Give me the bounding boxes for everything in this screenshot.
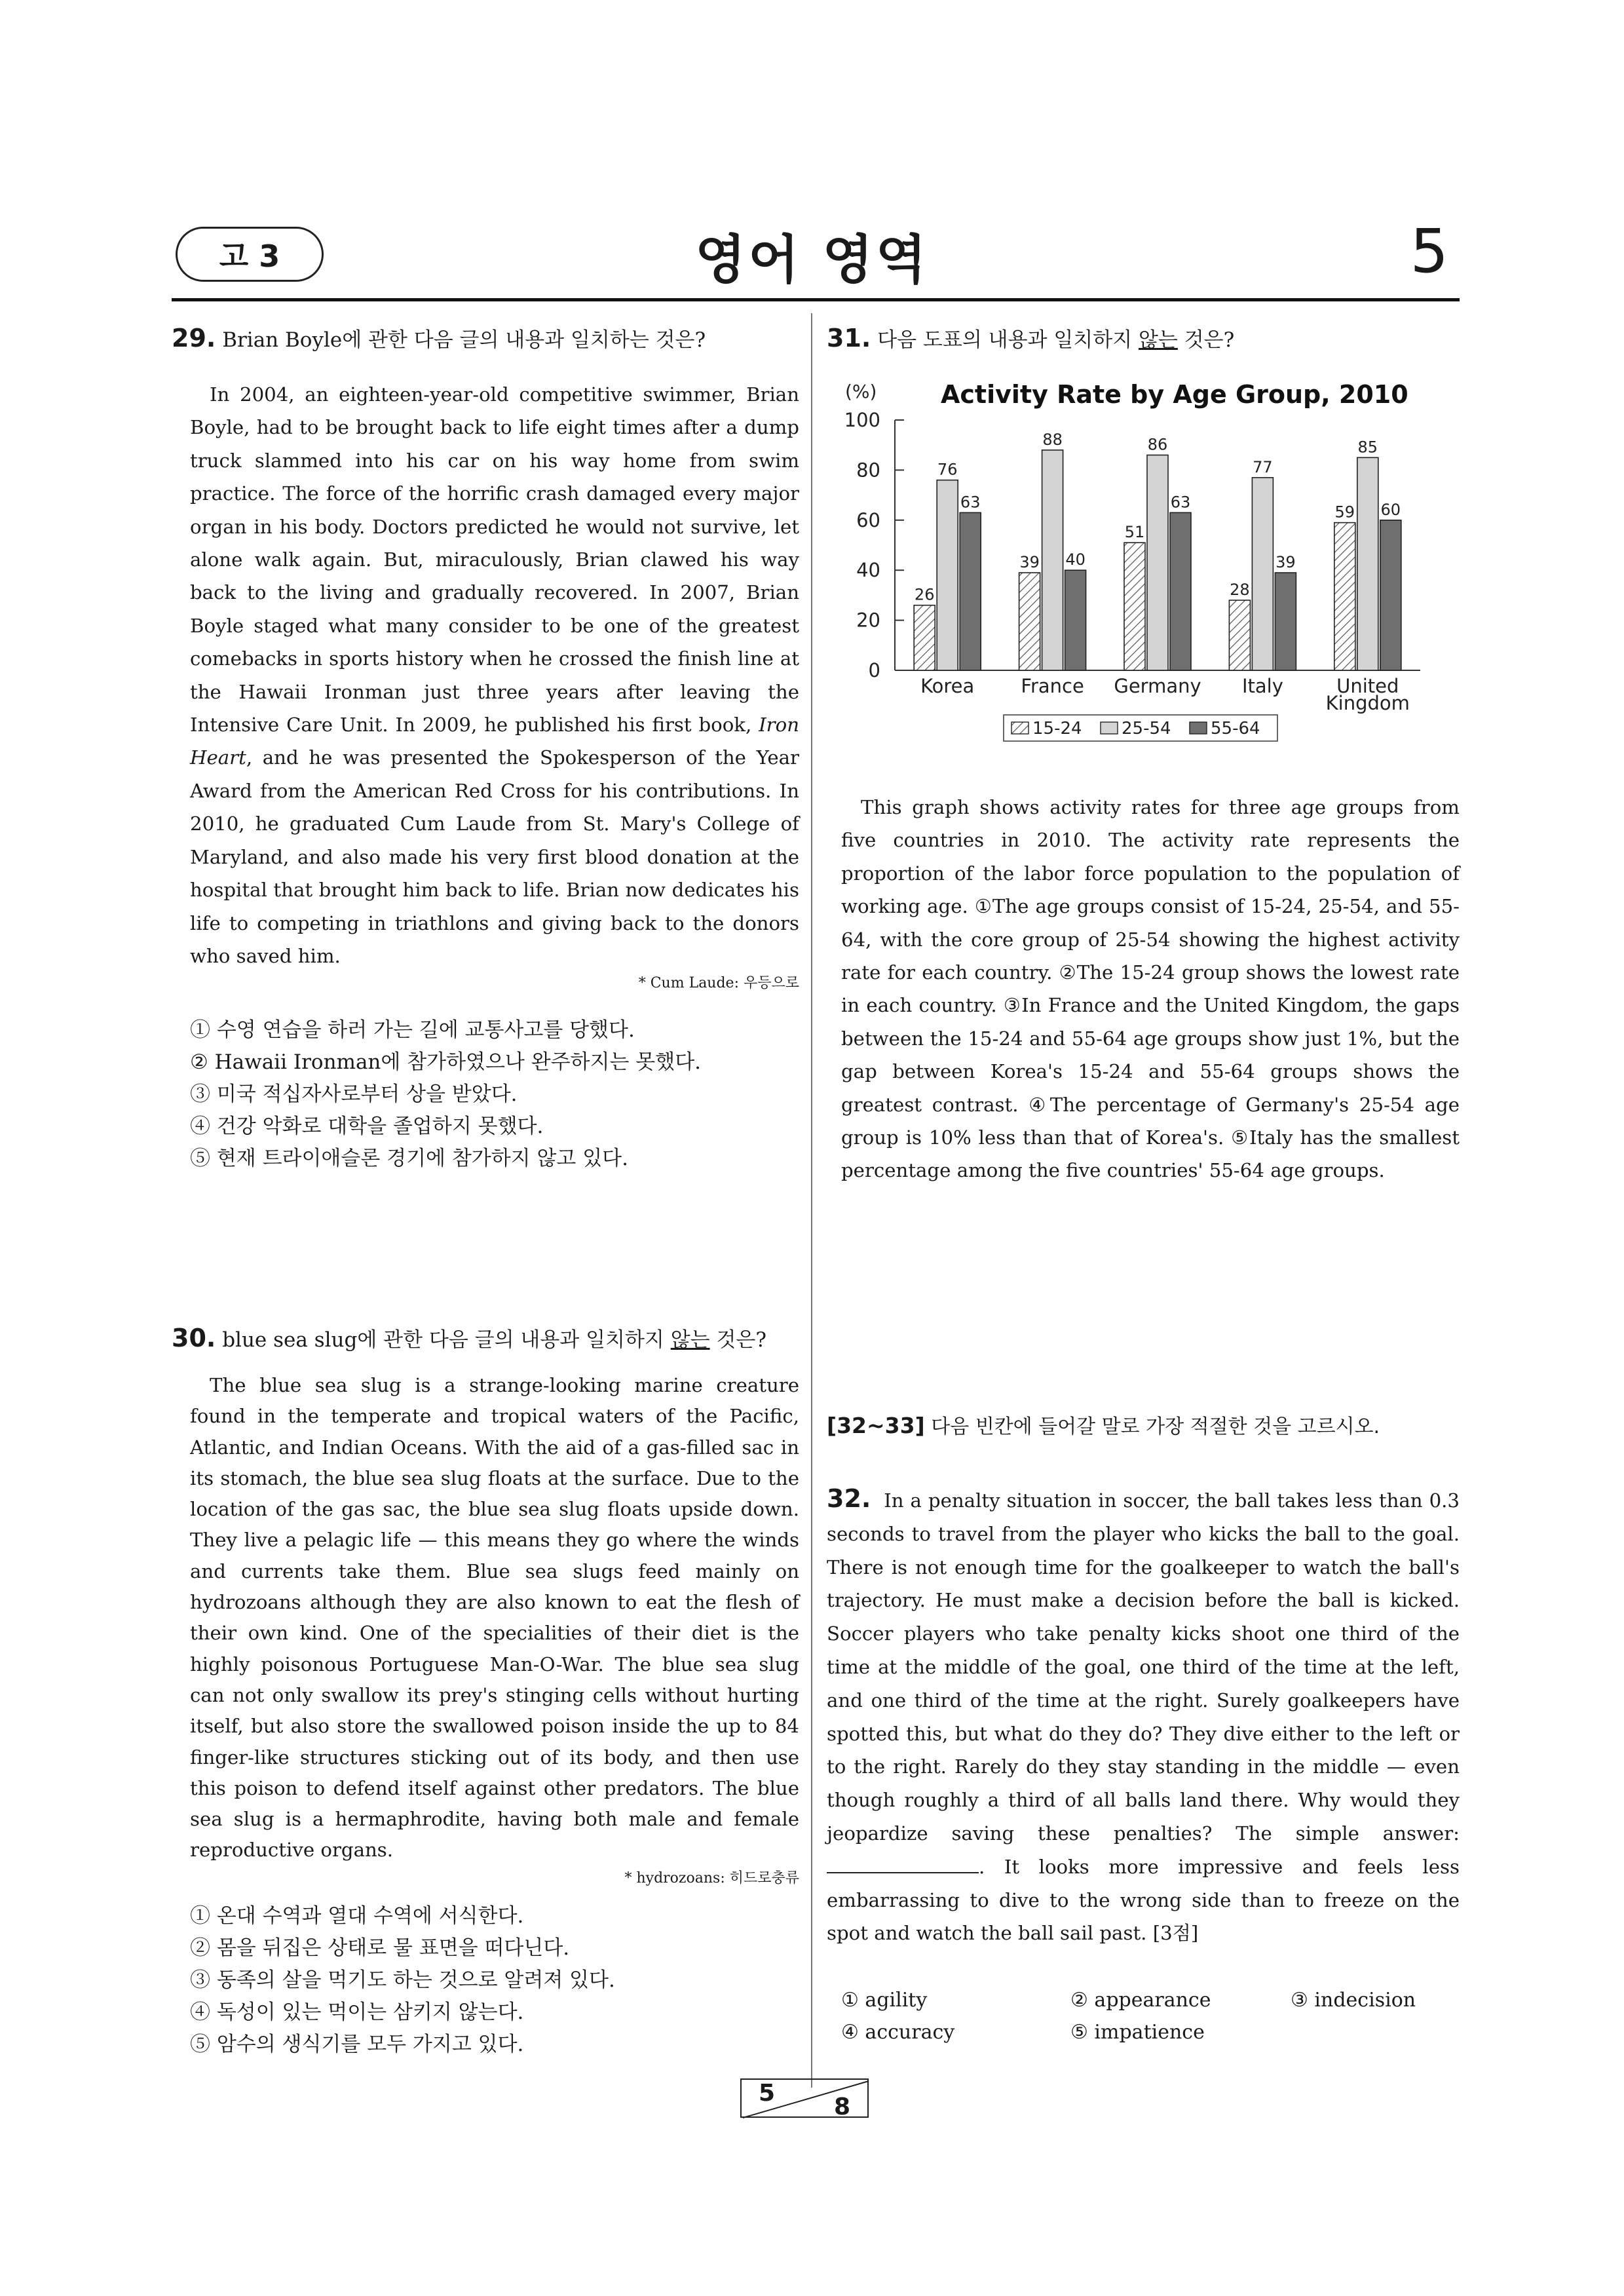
bar-15-24 (1229, 600, 1250, 670)
legend-label: 15-24 (1032, 719, 1082, 738)
choice-3[interactable]: ③ indecision (1291, 1989, 1416, 2012)
passage-text: The blue sea slug is a strange-looking marine creature found in the temperate and tropical waters of the Pacific, Atlantic, and Indian Oceans. With the aid of a gas-filled sac in its stomach, the blue sea slug floats at the surface. Due to the location of the gas sac, the blue sea slug floats upside down. They live a pelagic life — this means they go where the winds and currents take them. Blue sea slugs feed mainly on hydrozoans although they are also known to eat the flesh of their own kind. One of the specialities of their diet is the highly poisonous Portuguese Man-O-War. The blue sea slug can not only swallow its prey's stinging cells without hurting itself, but also store the swallowed poison inside the up to 84 finger-like structures sticking out of its body, and then use this poison to defend itself against other predators. The blue sea slug is a hermaphrodite, having both male and female reproductive organs. (190, 1374, 799, 1862)
bar-15-24 (1019, 573, 1040, 670)
choice-5[interactable]: ⑤ 현재 트라이애슬론 경기에 참가하지 않고 있다. (190, 1147, 628, 1171)
question-prompt: 다음 도표의 내용과 일치하지 (877, 328, 1139, 352)
bar-value-label: 39 (1019, 553, 1040, 572)
question-32 (827, 1482, 1460, 2048)
y-tick-label: 20 (856, 609, 880, 632)
bar-25-54 (1042, 450, 1063, 670)
question-30 (172, 1325, 799, 2061)
y-axis-unit: (%) (845, 381, 877, 402)
bar-15-24 (914, 605, 935, 670)
choice-4[interactable]: ④ 건강 악화로 대학을 졸업하지 못했다. (190, 1115, 544, 1139)
bar-value-label: 51 (1124, 523, 1145, 542)
header-rule (172, 298, 1460, 301)
y-tick-label: 100 (844, 409, 880, 431)
choice-2[interactable]: ② appearance (1070, 1989, 1211, 2012)
x-tick-label: Korea (920, 675, 975, 697)
question-29-passage (190, 378, 799, 972)
bar-value-label: 86 (1147, 435, 1168, 454)
total-pages: 8 (833, 2094, 850, 2120)
question-32-choices (841, 1984, 1460, 2048)
legend-swatch (1011, 722, 1029, 734)
bar-value-label: 39 (1275, 553, 1296, 572)
y-tick-label: 60 (856, 508, 880, 531)
bar-value-label: 63 (960, 493, 981, 512)
legend-label: 25-54 (1122, 719, 1171, 738)
bar-value-label: 85 (1357, 438, 1378, 457)
subject-title: 영어 영역 (695, 229, 929, 290)
choice-5[interactable]: ⑤ 암수의 생식기를 모두 가지고 있다. (190, 2032, 524, 2056)
page-number: 5 (1410, 216, 1448, 286)
question-prompt: blue sea slug에 관한 다음 글의 내용과 일치하지 (222, 1328, 671, 1352)
passage-text: , and he was presented the Spokesperson of the Year Award from the American Red Cross for his contributions. In 2010, he graduated Cum Laude from St. Mary's College of Maryland, and also made his very first blood donation at the hospital that brought him back to life. Brian now dedicates his life to competing in triathlons and giving back to the donors who saved him. (190, 746, 799, 967)
grade-label: 고 3 (219, 239, 280, 274)
bar-value-label: 28 (1230, 581, 1250, 600)
footnote: * hydrozoans: 히드로충류 (624, 1869, 799, 1886)
x-tick-label: United (1336, 675, 1399, 697)
bar-value-label: 26 (914, 585, 935, 604)
y-tick-label: 40 (856, 559, 880, 582)
bar-value-label: 76 (937, 460, 958, 479)
passage-text-end: . It looks more impressive and feels less embarrassing to dive to the wrong side than to freeze on the spot and watch the ball sail past. [3점] (827, 1855, 1460, 1945)
chart-legend (1004, 715, 1277, 741)
current-page: 5 (759, 2080, 776, 2107)
activity-rate-chart (827, 368, 1456, 761)
question-29-choices (190, 1014, 799, 1175)
bar-value-label: 59 (1334, 503, 1355, 522)
legend-swatch (1101, 722, 1118, 734)
choice-5[interactable]: ⑤ impatience (1070, 2021, 1205, 2044)
bar-value-label: 88 (1042, 430, 1063, 449)
question-31 (827, 325, 1460, 1187)
bar-55-64 (960, 512, 981, 670)
choice-3[interactable]: ③ 미국 적십자사로부터 상을 받았다. (190, 1082, 518, 1107)
y-tick-label: 80 (856, 459, 880, 482)
bar-25-54 (937, 480, 958, 670)
y-tick-label: 0 (868, 659, 880, 681)
section-range: [32~33] (827, 1413, 925, 1438)
section-instruction (827, 1410, 1460, 1439)
page-indicator (740, 2078, 869, 2118)
question-29-prompt (172, 325, 799, 353)
chart-bars (914, 430, 1401, 670)
passage-text: In a penalty situation in soccer, the ball takes less than 0.3 seconds to travel from the player who kicks the ball to the goal. There is not enough time for the goalkeeper to watch the ball's trajectory. He must make a decision before the ball is kicked. Soccer players who take penalty kicks shoot one third of the time at the middle of the goal, one third of the time at the left, and one third of the time at the right. Surely goalkeepers have spotted this, but what do they do? They dive either to the left or to the right. Rarely do they stay standing in the middle — even though roughly a third of all balls land there. Why would they jeopardize saving these penalties? The simple answer: (827, 1489, 1460, 1845)
bar-55-64 (1065, 570, 1086, 670)
question-number: 30. (172, 1324, 216, 1352)
prompt-underlined: 않는 (1138, 328, 1178, 352)
legend-swatch (1190, 722, 1207, 734)
question-prompt-end: 것은? (1177, 328, 1235, 352)
footnote: * Cum Laude: 우등으로 (638, 975, 799, 992)
question-prompt: Brian Boyle에 관한 다음 글의 내용과 일치하는 것은? (222, 328, 706, 352)
section-32-33 (827, 1410, 1460, 1439)
choice-1[interactable]: ① agility (841, 1989, 928, 2012)
bar-value-label: 63 (1170, 493, 1191, 512)
x-tick-label: Italy (1241, 675, 1283, 697)
bar-25-54 (1147, 455, 1168, 670)
bar-55-64 (1275, 573, 1296, 670)
bar-15-24 (1334, 523, 1355, 670)
bar-25-54 (1357, 457, 1378, 670)
choice-4[interactable]: ④ accuracy (841, 2021, 955, 2044)
book-title: Iron Heart (190, 714, 799, 769)
answer-blank (827, 1852, 979, 1873)
prompt-underlined: 않는 (670, 1328, 710, 1352)
choice-1[interactable]: ① 수영 연습을 하러 가는 길에 교통사고를 당했다. (190, 1018, 635, 1043)
chart-title: Activity Rate by Age Group, 2010 (941, 380, 1408, 409)
question-30-passage (190, 1370, 799, 1866)
bar-25-54 (1252, 478, 1273, 670)
choice-2[interactable]: ② 몸을 뒤집은 상태로 물 표면을 떠다닌다. (190, 1936, 570, 1960)
passage-text: This graph shows activity rates for three age groups from five countries in 2010. The activity rate represents the proportion of the labor force population to the population of working age. ①The age groups consist of 15-24, 25-54, and 55-64, with the core group of 25-54 showing the highest activity rate for each country. ②The 15-24 group shows the lowest rate in each country. ③In France and the United Kingdom, the gaps between the 15-24 and 55-64 age groups show just 1%, but the gap between Korea's 15-24 and 55-64 groups shows the greatest contrast. ④The percentage of Germany's 25-54 age group is 10% less than that of Korea's. ⑤Italy has the smallest percentage among the five countries' 55-64 age groups. (841, 796, 1460, 1182)
section-instruction-text: 다음 빈칸에 들어갈 말로 가장 적절한 것을 고르시오. (931, 1415, 1380, 1438)
choice-2[interactable]: ② Hawaii Ironman에 참가하였으나 완주하지는 못했다. (190, 1050, 702, 1075)
question-number: 31. (827, 324, 871, 353)
x-tick-label: Kingdom (1325, 692, 1410, 714)
x-tick-label: France (1021, 675, 1084, 697)
bar-15-24 (1124, 543, 1145, 670)
question-31-passage (841, 791, 1460, 1187)
bar-value-label: 40 (1065, 550, 1086, 569)
question-number: 29. (172, 324, 216, 353)
bar-value-label: 77 (1253, 457, 1273, 476)
question-30-choices (190, 1900, 799, 2061)
question-29 (172, 325, 799, 1175)
choice-1[interactable]: ① 온대 수역과 열대 수역에 서식한다. (190, 1904, 524, 1928)
question-prompt-end: 것은? (709, 1328, 766, 1352)
legend-label: 55-64 (1211, 719, 1260, 738)
passage-text: In 2004, an eighteen-year-old competitive swimmer, Brian Boyle, had to be brought back to life eight times after a dump truck slammed into his car on his way home from swim practice. The force of the horrific crash damaged every major organ in his body. Doctors predicted he would not survive, let alone walk again. But, miraculously, Brian clawed his way back to the living and gradually recovered. In 2007, Brian Boyle staged what many consider to be one of the greatest comebacks in sports history when he crossed the finish line at the Hawaii Ironman just three years after leaving the Intensive Care Unit. In 2009, he published his first book, (190, 383, 799, 737)
choice-4[interactable]: ④ 독성이 있는 먹이는 삼키지 않는다. (190, 2000, 524, 2024)
bar-55-64 (1380, 520, 1401, 670)
question-31-prompt (827, 325, 1460, 353)
question-number: 32. (827, 1484, 871, 1513)
x-tick-label: Germany (1114, 675, 1201, 697)
bar-value-label: 60 (1380, 500, 1401, 519)
question-32-passage (827, 1482, 1460, 1950)
column-divider (811, 313, 812, 2088)
choice-3[interactable]: ③ 동족의 살을 먹기도 하는 것으로 알려져 있다. (190, 1968, 615, 1992)
question-30-prompt (172, 1325, 799, 1353)
bar-55-64 (1170, 512, 1191, 670)
